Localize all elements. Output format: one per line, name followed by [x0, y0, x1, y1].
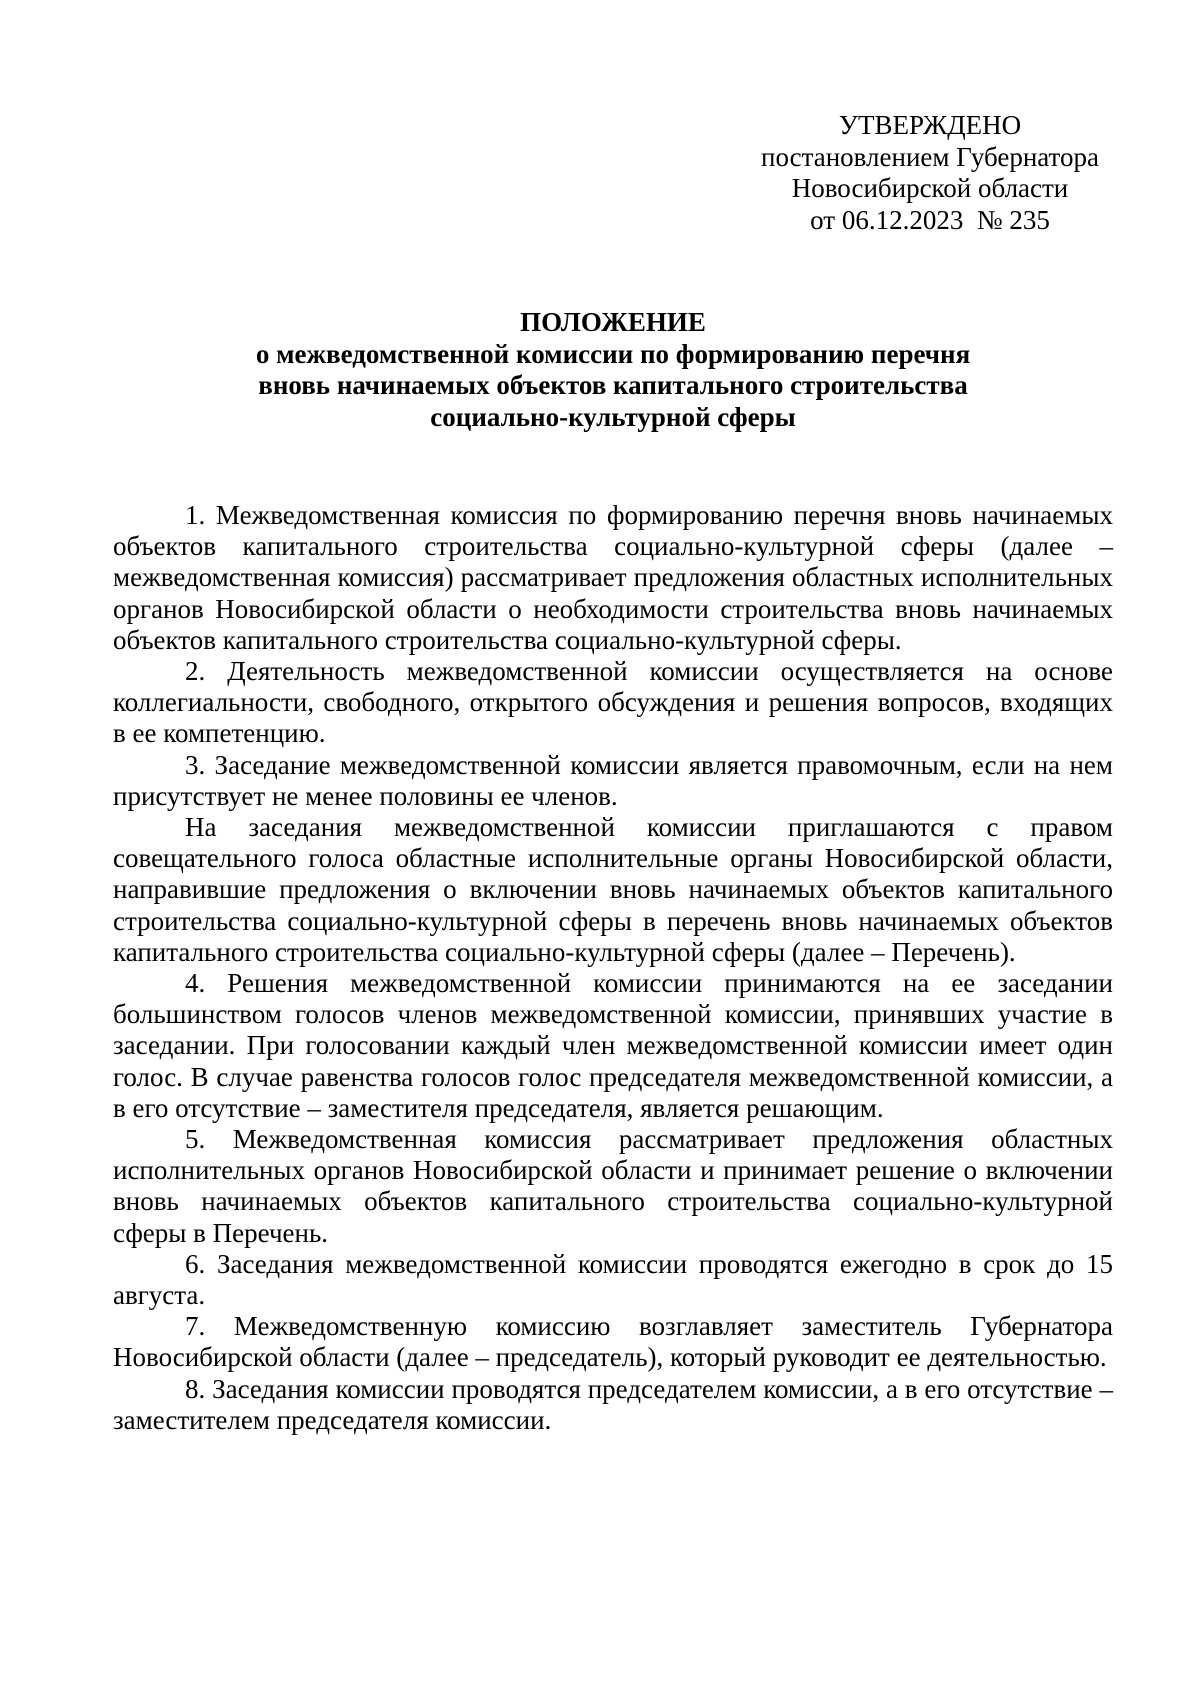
approval-stamp-block	[700, 110, 1160, 236]
paragraph-2: 2. Деятельность межведомственной комиссии осуществляется на основе коллегиальности, свободного, открытого обсуждения и решения вопросов, входящих в ее компетенцию.	[113, 656, 1113, 749]
document-title: ПОЛОЖЕНИЕ	[520, 307, 706, 337]
paragraph-3-continuation: На заседания межведомственной комиссии приглашаются с правом совещательного голоса областные исполнительные органы Новосибирской области, направившие предложения о включении вновь начинаемых объектов капитального строительства социально-культурной сферы в перечень вновь начинаемых объектов капитального строительства социально-культурной сферы (далее – Перечень).	[113, 812, 1113, 967]
paragraph-7: 7. Межведомственную комиссию возглавляет заместитель Губернатора Новосибирской области (далее – председатель), который руководит ее деятельностью.	[113, 1311, 1113, 1373]
paragraph-6: 6. Заседания межведомственной комиссии проводятся ежегодно в срок до 15 августа.	[113, 1248, 1113, 1311]
paragraph-5: 5. Межведомственная комиссия рассматривает предложения областных исполнительных органов Новосибирской области и принимает решение о включении вновь начинаемых объектов капитального строительства социально-культурной сферы в Перечень.	[113, 1124, 1113, 1248]
approval-region: Новосибирской области	[791, 173, 1069, 203]
document-subtitle-line-2: вновь начинаемых объектов капитального строительства	[258, 370, 968, 400]
document-body	[113, 500, 1113, 1436]
document-subtitle-line-1: о межведомственной комиссии по формированию перечня	[255, 338, 971, 369]
paragraph-1: 1. Межведомственная комиссия по формированию перечня вновь начинаемых объектов капитального строительства социально-культурной сферы (далее – межведомственная комиссия) рассматривает предложения областных исполнительных органов Новосибирской области о необходимости строительства вновь начинаемых объектов капитального строительства социально-культурной сферы.	[113, 500, 1113, 655]
approval-issuer: постановлением Губернатора	[761, 141, 1099, 172]
approval-heading: УТВЕРЖДЕНО	[838, 110, 1022, 140]
paragraph-3: 3. Заседание межведомственной комиссии является правомочным, если на нем присутствует не менее половины ее членов.	[113, 749, 1113, 811]
document-title-block	[113, 307, 1113, 433]
paragraph-8: 8. Заседания комиссии проводятся председателем комиссии, а в его отсутствие – заместителем председателя комиссии.	[113, 1373, 1113, 1435]
paragraph-4: 4. Решения межведомственной комиссии принимаются на ее заседании большинством голосов членов межведомственной комиссии, принявших участие в заседании. При голосовании каждый член межведомственной комиссии имеет один голос. В случае равенства голосов голос председателя межведомственной комиссии, а в его отсутствие – заместителя председателя, является решающим.	[113, 968, 1113, 1123]
document-subtitle-line-3: социально-культурной сферы	[430, 401, 796, 432]
approval-date-number: от 06.12.2023 № 235	[810, 204, 1050, 235]
